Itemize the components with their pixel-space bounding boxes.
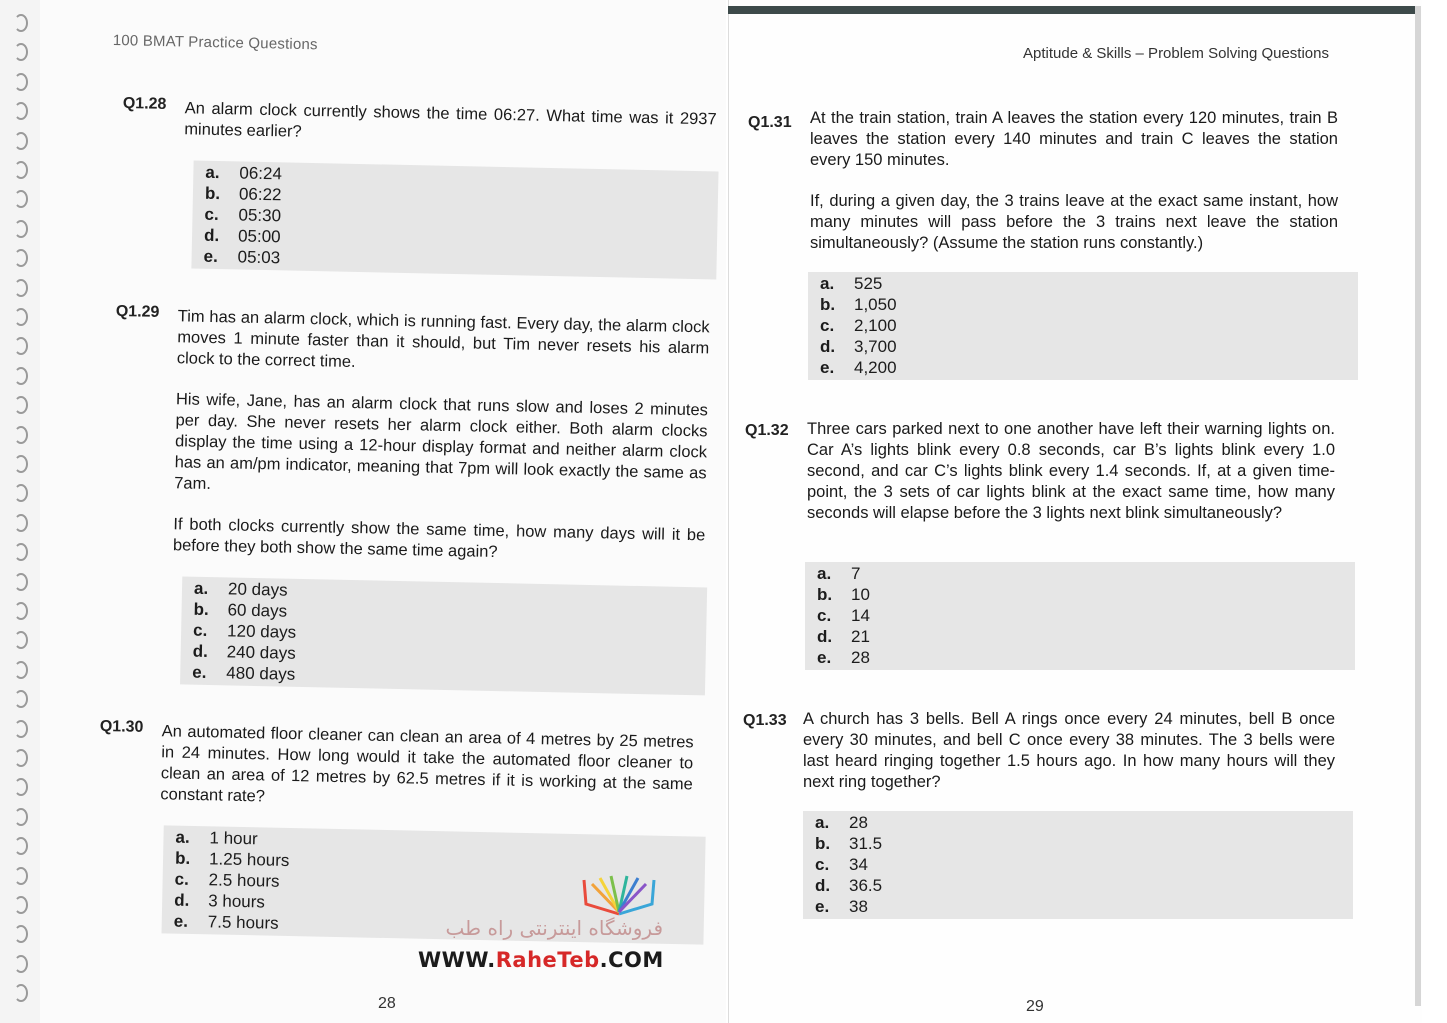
option-d[interactable] <box>803 875 1353 896</box>
option-value: 4,200 <box>854 357 897 377</box>
answer-options <box>191 160 718 279</box>
binding-ring <box>14 749 28 767</box>
option-letter: b. <box>817 585 833 605</box>
option-value: 31.5 <box>849 834 883 854</box>
question-q1-31 <box>748 108 1360 383</box>
option-value: 7.5 hours <box>207 911 279 933</box>
page-top-bar <box>728 6 1421 14</box>
option-value: 21 <box>851 626 870 646</box>
binding-ring <box>14 955 28 973</box>
page-edge <box>1415 6 1421 1006</box>
option-value: 34 <box>849 854 868 874</box>
option-value: 2,100 <box>854 315 897 335</box>
option-c[interactable] <box>808 316 1358 337</box>
binding-ring <box>14 631 28 649</box>
option-value: 240 days <box>226 642 296 663</box>
rahe-teb-watermark <box>418 874 668 984</box>
option-b[interactable] <box>805 585 1355 606</box>
binding-ring <box>14 43 28 61</box>
option-letter: c. <box>817 605 832 625</box>
watermark-persian-text: فروشگاه اینترنتی راه طب <box>445 916 663 940</box>
option-letter: e. <box>203 246 219 266</box>
option-c[interactable] <box>805 606 1355 627</box>
question-q1-32 <box>745 419 1357 674</box>
option-letter: d. <box>174 890 190 910</box>
right-page-number: 29 <box>1026 998 1044 1015</box>
question-text <box>807 419 1335 524</box>
option-value: 7 <box>851 564 861 584</box>
question-text <box>810 108 1338 254</box>
question-number: Q1.30 <box>99 718 144 736</box>
option-d[interactable] <box>805 626 1355 647</box>
option-letter: e. <box>192 662 207 682</box>
option-letter: d. <box>192 641 209 661</box>
question-q1-33 <box>743 709 1355 924</box>
binding-ring <box>14 249 28 267</box>
binding-ring <box>14 367 28 385</box>
question-paragraph: If both clocks currently show the same time, how many days will it be before they both show the same time again? <box>172 515 706 562</box>
binding-ring <box>14 73 28 91</box>
open-book-logo-icon <box>578 874 660 916</box>
option-letter: e. <box>173 911 189 931</box>
option-letter: a. <box>205 163 220 183</box>
option-letter: b. <box>820 295 836 315</box>
binding-ring <box>14 220 28 238</box>
option-letter: e. <box>815 896 830 916</box>
question-number: Q1.29 <box>115 303 160 321</box>
binding-ring <box>14 190 28 208</box>
option-value: 20 days <box>227 579 288 601</box>
binding-ring <box>14 396 28 414</box>
answer-options <box>180 576 707 695</box>
answer-options <box>808 272 1358 380</box>
binding-ring <box>14 514 28 532</box>
option-letter: e. <box>820 357 835 377</box>
option-letter: c. <box>204 204 219 225</box>
question-paragraph: Three cars parked next to one another have left their warning lights on. Car A’s lights blink every 0.8 seconds, car B’s lights blink every 1.0 second, and car C’s lights blink every 1.4 seconds. If, at a given time-point, the 3 sets of car lights blink at the exact same time, how many seconds will elapse before the 3 lights next blink simultaneously? <box>807 420 1335 522</box>
option-value: 480 days <box>226 662 296 684</box>
option-value: 3 hours <box>208 891 266 912</box>
binding-ring <box>14 837 28 855</box>
left-page-header: 100 BMAT Practice Questions <box>112 32 318 54</box>
spiral-binding <box>0 0 40 1023</box>
url-brand: RaheTeb <box>495 948 600 972</box>
right-page-header: Aptitude & Skills – Problem Solving Questions <box>1023 45 1329 62</box>
binding-ring <box>14 161 28 179</box>
binding-ring <box>14 925 28 943</box>
option-value: 3,700 <box>854 336 897 356</box>
option-b[interactable] <box>803 834 1353 855</box>
option-c[interactable] <box>803 855 1353 876</box>
option-value: 06:24 <box>239 163 283 184</box>
question-paragraph: Tim has an alarm clock, which is running fast. Every day, the alarm clock moves 1 minute faster than it should, but Tim never resets his alarm clock to the correct time. <box>176 307 710 372</box>
question-text <box>173 306 710 567</box>
option-letter: d. <box>203 225 220 245</box>
option-letter: a. <box>175 828 190 848</box>
question-paragraph: If, during a given day, the 3 trains leave at the exact same instant, how many minutes will pass before the 3 trains next leave the station simultaneously? (Assume the station runs constantly.) <box>810 192 1338 252</box>
binding-ring <box>14 778 28 796</box>
option-letter: a. <box>820 274 835 294</box>
option-e[interactable] <box>808 357 1358 378</box>
question-text <box>160 721 694 816</box>
binding-ring <box>14 573 28 591</box>
binding-ring <box>14 543 28 561</box>
question-q1-29 <box>108 303 716 715</box>
option-value: 06:22 <box>238 184 282 205</box>
question-paragraph: A church has 3 bells. Bell A rings once every 24 minutes, bell B once every 30 minutes, and bell C once every 38 minutes. The 3 bells were last heard ringing together 1.5 hours ago. In how many hours will they next ring together? <box>803 710 1335 791</box>
option-letter: a. <box>193 579 209 599</box>
option-value: 38 <box>849 896 868 916</box>
option-value: 525 <box>854 274 883 294</box>
option-letter: d. <box>817 626 833 646</box>
option-a[interactable] <box>805 564 1355 585</box>
answer-options <box>805 562 1355 670</box>
option-letter: d. <box>815 875 831 895</box>
question-paragraph: An alarm clock currently shows the time 06:27. What time was it 2937 minutes earlier? <box>184 99 717 141</box>
question-number: Q1.31 <box>748 114 792 131</box>
option-letter: b. <box>174 848 191 869</box>
binding-ring <box>14 455 28 473</box>
question-paragraph: An automated floor cleaner can clean an area of 4 metres by 25 metres in 24 minutes. How long would it take the automated floor cleaner to clean an area of 12 metres by 62.5 metres if it is working at the same constant rate? <box>160 722 694 806</box>
binding-ring <box>14 337 28 355</box>
question-text <box>184 98 717 151</box>
option-a[interactable] <box>803 813 1353 834</box>
option-value: 05:00 <box>237 226 281 247</box>
watermark-url[interactable] <box>418 948 664 972</box>
binding-ring <box>14 602 28 620</box>
option-value: 1.25 hours <box>208 849 290 871</box>
option-value: 60 days <box>227 600 288 621</box>
option-letter: b. <box>815 834 831 854</box>
option-letter: b. <box>193 599 209 620</box>
question-paragraph: His wife, Jane, has an alarm clock that runs slow and loses 2 minutes per day. She never resets her alarm clock either. Both alarm clocks display the time using a 12-hour display format and neither alarm clock has an am/pm indicator, meaning that 7pm will look exactly the same as 7am. <box>174 390 709 494</box>
option-value: 1,050 <box>854 295 897 315</box>
option-value: 14 <box>851 605 870 625</box>
question-number: Q1.32 <box>745 422 789 439</box>
option-value: 28 <box>851 647 870 667</box>
binding-ring <box>14 279 28 297</box>
url-prefix: WWW. <box>418 948 496 972</box>
option-value: 120 days <box>226 621 297 642</box>
binding-ring <box>14 690 28 708</box>
binding-ring <box>14 132 28 150</box>
option-value: 28 <box>849 813 868 833</box>
option-e[interactable] <box>805 647 1355 668</box>
option-e[interactable] <box>803 896 1353 917</box>
option-d[interactable] <box>808 336 1358 357</box>
option-value: 1 hour <box>209 828 258 849</box>
option-letter: a. <box>815 813 830 833</box>
option-letter: c. <box>192 620 208 640</box>
option-letter: c. <box>174 869 190 889</box>
option-value: 05:03 <box>237 247 281 267</box>
url-suffix: .COM <box>599 948 664 972</box>
option-letter: c. <box>815 854 830 874</box>
binding-ring <box>14 308 28 326</box>
option-b[interactable] <box>808 295 1358 316</box>
binding-ring <box>14 102 28 120</box>
question-paragraph: At the train station, train A leaves the station every 120 minutes, train B leaves the station every 140 minutes and train C leaves the station every 150 minutes. <box>810 109 1338 169</box>
question-text <box>803 709 1335 793</box>
option-letter: c. <box>820 315 835 335</box>
binding-ring <box>14 484 28 502</box>
binding-ring <box>14 661 28 679</box>
option-value: 10 <box>851 585 870 605</box>
option-letter: a. <box>817 564 832 584</box>
answer-options <box>803 811 1353 919</box>
option-value: 2.5 hours <box>208 870 280 891</box>
option-value: 36.5 <box>849 875 883 895</box>
binding-ring <box>14 984 28 1002</box>
binding-ring <box>14 896 28 914</box>
option-value: 05:30 <box>238 205 282 226</box>
question-number: Q1.28 <box>122 95 167 113</box>
left-page-number: 28 <box>378 995 396 1012</box>
binding-ring <box>14 808 28 826</box>
option-a[interactable] <box>808 274 1358 295</box>
binding-ring <box>14 720 28 738</box>
binding-ring <box>14 426 28 444</box>
option-letter: d. <box>820 336 836 356</box>
binding-ring <box>14 867 28 885</box>
binding-ring <box>14 14 28 32</box>
question-q1-28 <box>119 95 723 288</box>
option-letter: e. <box>817 647 832 667</box>
option-letter: b. <box>204 183 221 204</box>
question-number: Q1.33 <box>743 712 787 729</box>
